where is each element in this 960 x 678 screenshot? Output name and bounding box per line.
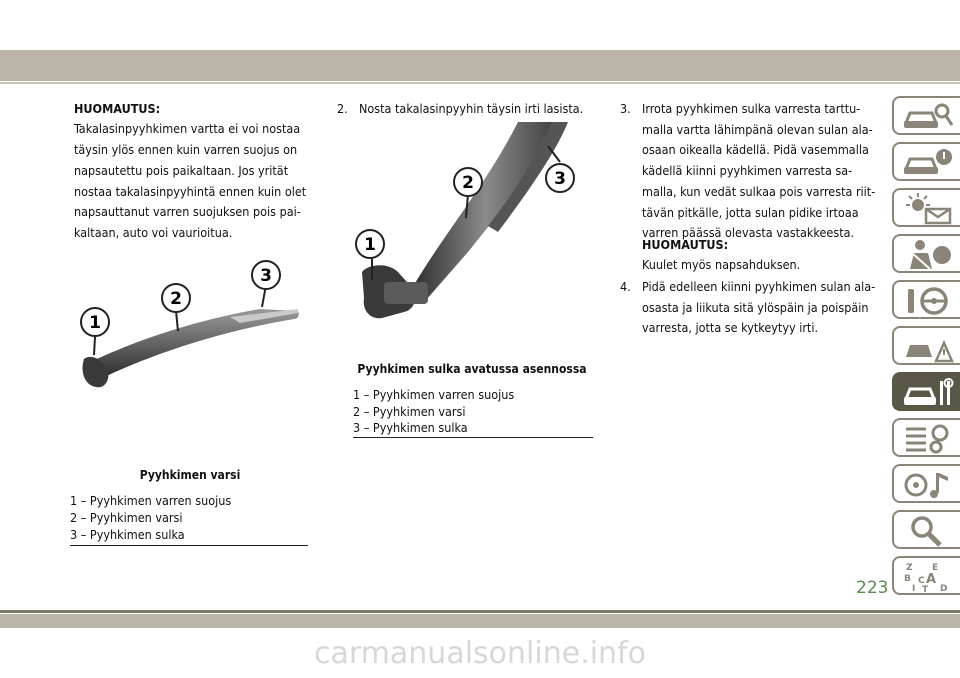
watermark: carmanualsonline.info [314,636,646,671]
note-line: Takalasinpyyhkimen vartta ei voi nostaa [74,121,301,136]
step-line: osaan oikealla kädellä. Pidä vasemmalla [642,142,869,158]
step-4 [620,277,889,339]
step-text: Nosta takalasinpyyhin täysin irti lasista. [359,101,584,116]
tab-getting-to-know-vehicle[interactable] [892,96,960,135]
callout-1: 1 [364,235,376,255]
wiper-pivot [384,282,428,304]
starting-steering-icon [902,285,954,317]
seatbelt-airbag-icon [902,239,954,271]
callout-1: 1 [89,313,101,333]
step-line: varren päässä olevasta vastakkeesta. [642,225,855,241]
note-line: kaltaan, auto voi vaurioitua. [74,225,233,240]
index-letter: E [932,563,939,573]
tab-safety[interactable] [892,234,960,273]
tab-customer-assistance[interactable] [892,510,960,549]
tab-starting-operating[interactable] [892,280,960,319]
note-line: nostaa takalasinpyyhintä ennen kuin olet [74,184,307,199]
step-line: malla, kun vedät sulkaa pois varresta riit- [642,183,876,199]
legend-rule [70,545,308,546]
technical-specs-gear-icon [902,423,954,455]
tab-instrument-panel[interactable] [892,142,960,181]
callout-2: 2 [170,289,182,309]
step-2 [337,99,599,120]
magnifier-search-icon [902,515,954,547]
car-servicing-wrench-icon [902,377,954,409]
index-letter: C [918,576,925,586]
page-number: 223 [856,578,889,598]
figure-caption: Pyyhkimen sulka avatussa asennossa [357,362,587,376]
legend-item: 2 – Pyyhkimen varsi [353,404,466,419]
legend-item: 1 – Pyyhkimen varren suojus [353,387,515,402]
legend-item: 3 – Pyyhkimen sulka [353,420,468,435]
step-number: 4. [620,279,631,294]
car-warning-info-icon [902,147,954,179]
step-number: 2. [337,101,348,116]
note-line: täysin ylös ennen kuin varren suojus on [74,142,298,157]
index-letter: D [940,584,948,593]
breakdown-warning-triangle-icon [902,331,954,363]
step-line: varresta, jotta se kytkeytyy irti. [642,320,819,336]
figure-caption: Pyyhkimen varsi [139,468,241,482]
callout-3: 3 [260,266,272,286]
tab-warning-lights[interactable] [892,188,960,227]
step-number: 3. [620,101,631,116]
index-letter: T [922,585,929,593]
note-line: napsauttanut varren suojuksen pois pai- [74,204,301,219]
tab-in-case-of-emergency[interactable] [892,326,960,365]
legend-item: 3 – Pyyhkimen sulka [70,527,185,542]
step-line: kädellä kiinni pyyhkimen varresta sa- [642,163,853,179]
tab-servicing-maintenance[interactable] [892,372,960,411]
tab-multimedia[interactable] [892,464,960,503]
note-text: Kuulet myös napsahduksen. [642,257,801,272]
footer-band [0,614,960,628]
step-line: Pidä edelleen kiinni pyyhkimen sulan ala- [642,279,876,294]
tab-index[interactable] [892,556,960,595]
footer-rule [0,610,960,613]
multimedia-music-icon [902,469,954,501]
index-letter: I [912,584,916,593]
wiper-blade-open-illustration [348,122,592,348]
note-heading: HUOMAUTUS: [74,101,161,116]
step-line: osasta ja liikuta sitä ylöspäin ja poispäin [642,299,869,315]
callout-3: 3 [554,169,566,189]
legend-item: 1 – Pyyhkimen varren suojus [70,493,232,508]
step-line: Irrota pyyhkimen sulka varresta tarttu- [642,101,861,116]
alphabetical-index-icon [902,561,954,593]
index-letter: B [904,574,911,584]
note-line: napsautettu pois paikaltaan. Jos yrität [74,163,289,178]
callout-2: 2 [462,173,474,193]
note-heading: HUOMAUTUS: [642,237,729,252]
step-3 [620,99,889,244]
car-search-icon [902,101,954,133]
indicator-lights-message-icon [902,193,954,225]
index-letter: A [926,572,937,587]
index-letter: Z [906,563,913,573]
tab-technical-specifications[interactable] [892,418,960,457]
legend-item: 2 – Pyyhkimen varsi [70,510,183,525]
header-rule [0,82,960,84]
step-line: malla vartta lähimpänä olevan sulan ala- [642,121,873,137]
wiper-arm-illustration [70,255,310,405]
header-band [0,50,960,81]
step-line: tävän pitkälle, jotta sulan pidike irtoaa [642,204,859,220]
legend-rule [353,437,593,438]
